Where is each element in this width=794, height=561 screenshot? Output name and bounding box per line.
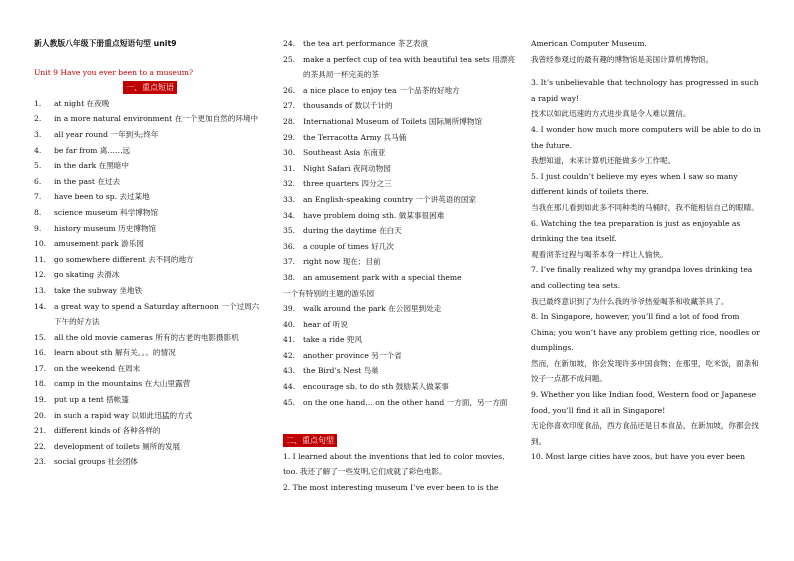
phrase-number: 16. (34, 348, 47, 358)
phrase-list-1 (34, 96, 266, 470)
phrase-text: on the one hand… on the other hand 一方面，另一方面 (303, 397, 508, 407)
phrase-text: an amusement park with a special theme (303, 272, 462, 282)
phrase-text: history museum 历史博物馆 (54, 223, 157, 233)
phrase-text: on the weekend 在周末 (54, 363, 141, 373)
phrase-text: the Bird’s Nest 鸟巢 (303, 366, 379, 376)
phrase-number: 34. (283, 210, 296, 220)
phrase-item (34, 376, 266, 392)
phrase-item (283, 130, 515, 146)
phrase-text: a nice place to enjoy tea 一个品茶的好地方 (303, 85, 460, 95)
phrase-text: all the old movie cameras 所有的古老的电影摄影机 (54, 332, 239, 342)
phrase-number: 4. (34, 145, 42, 155)
sentence-line: American Computer Museum. (531, 39, 647, 48)
phrase-number: 22. (34, 441, 47, 451)
unit-title: Unit 9 Have you ever been to a museum? (34, 67, 194, 77)
phrase-item (34, 174, 266, 190)
phrase-text: all year round 一年到头;终年 (54, 129, 159, 139)
phrase-item (283, 208, 515, 224)
phrase-item (283, 301, 515, 317)
phrase-text: International Museum of Toilets 国际厕所博物馆 (303, 116, 483, 126)
phrase-item (283, 83, 515, 99)
phrase-number: 15. (34, 332, 47, 342)
phrase-item (34, 392, 266, 408)
phrase-text: the tea art performance 茶艺表演 (303, 39, 429, 48)
phrase-number: 43. (283, 366, 296, 376)
phrase-number: 40. (283, 319, 296, 329)
phrase-text: in a more natural environment 在一个更加自然的环境中 (54, 114, 259, 124)
phrase-number: 10. (34, 239, 47, 249)
phrase-text: right now 现在；目前 (303, 257, 381, 267)
phrase-text: hear of 听说 (303, 319, 348, 329)
sentence-line: 观看沏茶过程与喝茶本身一样让人愉快。 (531, 249, 668, 259)
sentence-line: 4. I wonder how much more computers will be able to do in the future. (531, 124, 761, 150)
phrase-item (34, 236, 266, 252)
phrase-number: 11. (34, 254, 47, 264)
phrase-item (283, 98, 515, 114)
phrase-number: 18. (34, 379, 47, 389)
phrase-number: 8. (34, 207, 42, 217)
phrase-text: science museum 科学博物馆 (54, 207, 159, 217)
phrase-38-continuation: 一个有特别的主题的游乐园 (283, 288, 375, 298)
phrase-item (283, 332, 515, 348)
phrase-text: Southeast Asia 东南亚 (303, 148, 386, 158)
phrase-text: Night Safari 夜间动物园 (303, 163, 391, 173)
phrase-number: 1. (34, 98, 42, 108)
phrase-item (34, 96, 266, 112)
sentence-list-1 (283, 449, 515, 496)
phrase-number: 5. (34, 161, 42, 171)
section-heading-sentences: 二、重点句型 (283, 434, 337, 447)
phrase-text: be far from 离……远 (54, 145, 131, 155)
phrase-text: go somewhere different 去不同的地方 (54, 254, 194, 264)
phrase-number: 13. (34, 285, 47, 295)
phrase-number: 3. (34, 129, 42, 139)
phrase-number: 17. (34, 363, 47, 373)
phrase-item (34, 158, 266, 174)
document-title: 新人教版八年级下册重点短语句型 unit9 (34, 39, 177, 48)
phrase-number: 42. (283, 350, 296, 360)
sentence-line: 无论你喜欢印度食品，西方食品还是日本食品，在新加坡，你都会找到。 (531, 421, 759, 446)
phrase-text: camp in the mountains 在大山里露营 (54, 379, 191, 389)
section-heading-phrases: 一、重点短语 (123, 81, 177, 94)
phrase-number: 9. (34, 223, 42, 233)
sentence-line: 9. Whether you like Indian food, Western food or Japanese food, you’ll find it all in Singapore! (531, 390, 757, 415)
phrase-number: 25. (283, 54, 296, 64)
phrase-text: three quarters 四分之三 (303, 179, 392, 189)
sentence-line (531, 67, 763, 75)
phrase-number: 21. (34, 426, 47, 436)
sentence-line: 10. Most large cities have zoos, but have you ever been (531, 452, 746, 462)
sentence-line: 然而，在新加坡，你会发现许多中国食物；在那里，吃米饭，面条和饺子一点都不成问题。 (531, 358, 759, 384)
phrase-text: in such a rapid way 以如此迅猛的方式 (54, 410, 193, 420)
phrase-number: 28. (283, 116, 296, 126)
phrase-text: during the daytime 在白天 (303, 226, 402, 236)
phrase-number: 41. (283, 335, 296, 345)
phrase-text: thousands of 数以千计的 (303, 101, 393, 111)
phrase-number: 27. (283, 101, 296, 111)
phrase-item (283, 176, 515, 192)
sentence-line: 7. I’ve finally realized why my grandpa loves drinking tea and collecting tea sets. (531, 265, 753, 290)
phrase-item (283, 52, 515, 83)
sentence-line: 3. It’s unbelievable that technology has progressed in such a rapid way! (531, 78, 759, 103)
sentence-list-2 (531, 36, 763, 465)
phrase-text: learn about sth 解有关。。。的情况 (54, 348, 176, 358)
sentence-line: 1. I learned about the inventions that led to color movies, too. 我还了解了一些发明,它们成就了彩色电影。 (283, 451, 505, 477)
phrase-text: put up a tent 搭帐篷 (54, 395, 130, 405)
phrase-text: have been to sp. 去过某地 (54, 192, 150, 202)
phrase-item (34, 361, 266, 377)
phrase-number: 36. (283, 241, 296, 251)
phrase-number: 12. (34, 270, 47, 280)
phrase-item (283, 192, 515, 208)
phrase-item (34, 143, 266, 159)
phrase-number: 20. (34, 410, 47, 420)
phrase-item (283, 161, 515, 177)
phrase-text: go skating 去滑冰 (54, 270, 120, 280)
sentence-line: 5. I just couldn’t believe my eyes when I saw so many different kinds of toilets there. (531, 171, 738, 197)
phrase-text: have problem doing sth. 做某事很困难 (303, 210, 445, 220)
phrase-text: encourage sb. to do sth 鼓励某人做某事 (303, 382, 449, 392)
phrase-text: at night 在夜晚 (54, 98, 110, 108)
phrase-item (34, 127, 266, 143)
phrase-item (283, 270, 515, 286)
phrase-number: 2. (34, 114, 42, 124)
phrase-number: 23. (34, 457, 47, 467)
phrase-item (283, 348, 515, 364)
phrase-item (34, 408, 266, 424)
phrase-text: take the subway 坐地铁 (54, 285, 143, 295)
phrase-number: 31. (283, 163, 296, 173)
phrase-item (283, 254, 515, 270)
phrase-number: 44. (283, 382, 296, 392)
phrase-item (34, 189, 266, 205)
phrase-list-2 (283, 36, 515, 286)
phrase-text: a great way to spend a Saturday afternoon 一个过周六下午的好方法 (54, 301, 260, 327)
phrase-text: in the past 在过去 (54, 176, 121, 186)
phrase-list-3 (283, 301, 515, 410)
phrase-text: make a perfect cup of tea with beautiful tea sets 用漂亮的茶具沏一杯完美的茶 (303, 54, 515, 80)
phrase-item (283, 379, 515, 395)
phrase-item (283, 239, 515, 255)
phrase-number: 30. (283, 148, 296, 158)
phrase-number: 32. (283, 179, 296, 189)
phrase-text: social groups 社会团体 (54, 457, 139, 467)
phrase-item (283, 223, 515, 239)
phrase-number: 38. (283, 272, 296, 282)
phrase-text: in the dark 在黑暗中 (54, 161, 129, 171)
phrase-item (34, 283, 266, 299)
phrase-item (34, 454, 266, 470)
column-1 (34, 36, 266, 470)
column-3 (531, 36, 763, 465)
phrase-number: 33. (283, 194, 296, 204)
phrase-text: walk around the park 在公园里到处走 (303, 304, 442, 314)
phrase-item (283, 317, 515, 333)
phrase-item (34, 423, 266, 439)
phrase-number: 26. (283, 85, 296, 95)
phrase-text: take a ride 兜风 (303, 335, 363, 345)
phrase-text: development of toilets 厕所的发展 (54, 441, 181, 451)
phrase-number: 6. (34, 176, 42, 186)
sentence-line: 6. Watching the tea preparation is just as enjoyable as drinking the tea itself. (531, 218, 741, 244)
phrase-item (283, 36, 515, 52)
sentence-line: 我曾经参观过的最有趣的博物馆是美国计算机博物馆。 (531, 54, 714, 64)
phrase-item (283, 145, 515, 161)
phrase-number: 14. (34, 301, 47, 311)
phrase-item (34, 439, 266, 455)
phrase-number: 24. (283, 39, 296, 48)
phrase-number: 39. (283, 304, 296, 314)
phrase-item (34, 205, 266, 221)
phrase-number: 19. (34, 395, 47, 405)
phrase-number: 45. (283, 397, 296, 407)
sentence-line: 我已最终意识到了为什么我的爷爷热爱喝茶和收藏茶具了。 (531, 296, 729, 306)
phrase-item (34, 330, 266, 346)
phrase-item (283, 114, 515, 130)
sentence-line: 8. In Singapore, however, you’ll find a lot of food from China; you won’t have any problem getting rice, noodles or dumplings. (531, 312, 760, 353)
phrase-text: an English-speaking country 一个讲英语的国家 (303, 194, 477, 204)
phrase-item (34, 345, 266, 361)
phrase-text: a couple of times 好几次 (303, 241, 394, 251)
column-2 (283, 36, 515, 496)
sentence-line: 我想知道，未来计算机还能做多少工作呢。 (531, 156, 676, 166)
phrase-text: the Terracotta Army 兵马俑 (303, 132, 407, 142)
phrase-number: 35. (283, 226, 296, 236)
phrase-number: 7. (34, 192, 42, 202)
section-heading-phrases-wrap (34, 80, 266, 96)
phrase-text: another province 另一个省 (303, 350, 402, 360)
sentence-line: 2. The most interesting museum I’ve ever been to is the (283, 483, 499, 493)
phrase-item (34, 267, 266, 283)
phrase-item (34, 221, 266, 237)
phrase-item (34, 111, 266, 127)
phrase-number: 37. (283, 257, 296, 267)
sentence-line: 当我在那儿看到如此多不同种类的马桶时，我不能相信自己的眼睛。 (531, 202, 759, 212)
phrase-item (283, 363, 515, 379)
sentence-line: 技术以如此迅速的方式进步真是令人难以置信。 (531, 109, 691, 119)
phrase-number: 29. (283, 132, 296, 142)
phrase-text: different kinds of 各种各样的 (54, 426, 161, 436)
phrase-item (283, 395, 515, 411)
phrase-item (34, 299, 266, 330)
phrase-item (34, 252, 266, 268)
phrase-text: amusement park 游乐园 (54, 239, 144, 249)
